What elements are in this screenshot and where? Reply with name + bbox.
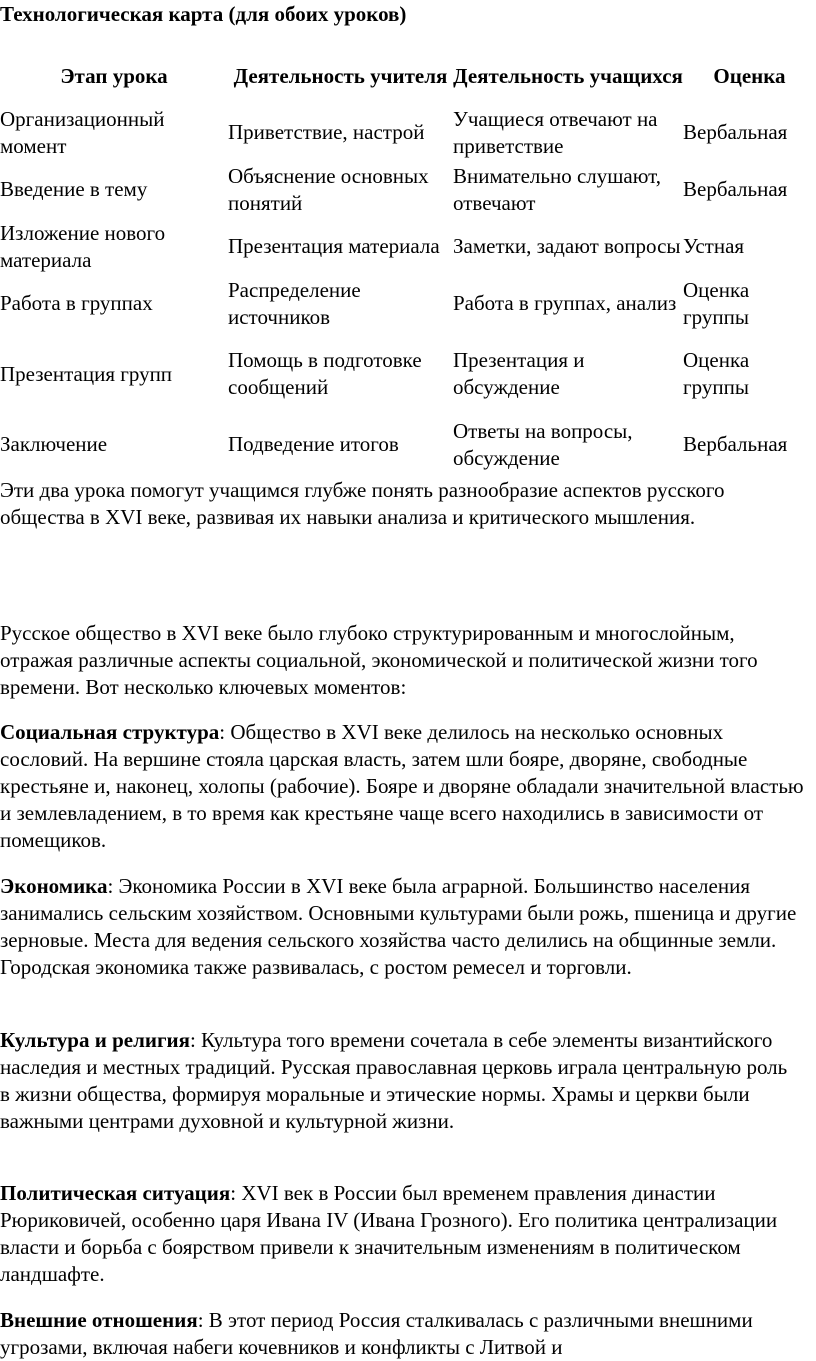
table-cell: Заключение: [0, 432, 108, 456]
section-paragraph-culture: [0, 1027, 800, 1135]
section-title: Социальная структура: [0, 720, 220, 744]
table-row: [0, 332, 816, 416]
table-cell: Оценка группы: [683, 348, 750, 399]
table-cell: Презентация и обсуждение: [453, 348, 585, 399]
table-row: [0, 275, 816, 332]
table-cell: Ответы на вопросы, обсуждение: [453, 418, 633, 470]
table-cell: Работа в группах, анализ: [453, 291, 677, 315]
column-header-teacher: Деятельность учителя: [233, 63, 448, 88]
table-row: [0, 416, 816, 473]
table-cell: Работа в группах: [0, 291, 153, 315]
table-cell: Внимательно слушают, отвечают: [453, 163, 662, 215]
table-cell: Объяснение основных понятий: [228, 163, 429, 215]
table-cell: Заметки, задают вопросы: [453, 234, 681, 258]
technology-map-table: [0, 48, 816, 473]
table-cell: Помощь в подготовке сообщений: [228, 348, 422, 399]
section-text: : Культура того времени сочетала в себе элементы византийского наследия и местных традиций. Русская православная церковь играла центральную роль в жизни общества, формируя моральные и этические нормы. Храмы и церкви были важными центрами духовной и культурной жизни.: [0, 1028, 788, 1133]
table-cell: Вербальная: [683, 177, 788, 201]
table-cell: Распределение источников: [228, 277, 361, 329]
summary-paragraph: Эти два урока помогут учащимся глубже понять разнообразие аспектов русского общества в XVI веке, развивая их навыки анализа и критического мышления.: [0, 478, 725, 529]
section-title: Экономика: [0, 874, 108, 898]
section-text: : Экономика России в XVI веке была аграрной. Большинство населения занимались сельским хозяйством. Основными культурами были рожь, пшеница и другие зерновые. Места для ведения сельского хозяйства часто делились на общинные земли. Городская экономика также развивалась, с ростом ремесел и торговли.: [0, 874, 797, 979]
column-header-stage: Этап урока: [60, 63, 168, 88]
section-title: Внешние отношения: [0, 1308, 198, 1332]
table-cell: Введение в тему: [0, 177, 148, 201]
table-row: [0, 104, 816, 161]
section-text: : Общество в XVI веке делилось на несколько основных сословий. На вершине стояла царская власть, затем шли бояре, дворяне, свободные крестьяне и, наконец, холопы (рабочие). Бояре и дворяне обладали значительной властью и землевладением, в то время как крестьяне чаще всего находились в зависимости от помещиков.: [0, 720, 804, 852]
section-title: Культура и религия: [0, 1028, 190, 1052]
section-paragraph-social: [0, 719, 816, 854]
section-paragraph-foreign: [0, 1307, 760, 1361]
table-cell: Устная: [683, 234, 745, 258]
table-cell: Презентация материала: [228, 234, 440, 258]
intro-paragraph: Русское общество в XVI веке было глубоко структурированным и многослойным, отражая различные аспекты социальной, экономической и политической жизни того времени. Вот несколько ключевых моментов:: [0, 621, 758, 699]
table-cell: Изложение нового материала: [0, 220, 166, 272]
section-title: Политическая ситуация: [0, 1181, 231, 1205]
table-row: [0, 161, 816, 218]
table-cell: Подведение итогов: [228, 432, 399, 456]
table-cell: Учащиеся отвечают на приветствие: [453, 106, 658, 158]
page-title: Технологическая карта (для обоих уроков): [0, 2, 407, 26]
section-paragraph-economy: [0, 873, 816, 981]
table-cell: Вербальная: [683, 120, 788, 144]
table-cell: Приветствие, настрой: [228, 120, 425, 144]
table-cell: Оценка группы: [683, 277, 750, 329]
section-paragraph-politics: [0, 1180, 816, 1288]
section-text: : В этот период Россия сталкивалась с различными внешними угрозами, включая набеги кочевников и конфликты с Литвой и: [0, 1308, 753, 1359]
table-header-row: [0, 48, 816, 104]
table-row: [0, 218, 816, 275]
column-header-students: Деятельность учащихся: [453, 63, 683, 88]
table-cell: Презентация групп: [0, 361, 173, 386]
table-cell: Организационный момент: [0, 106, 165, 158]
column-header-assessment: Оценка: [713, 63, 786, 88]
table-cell: Вербальная: [683, 432, 788, 456]
section-text: : XVI век в России был временем правления династии Рюриковичей, особенно царя Ивана IV (Ивана Грозного). Его политика централизации власти и борьба с боярством привели к значительным изменениям в политическом ландшафте.: [0, 1181, 778, 1286]
